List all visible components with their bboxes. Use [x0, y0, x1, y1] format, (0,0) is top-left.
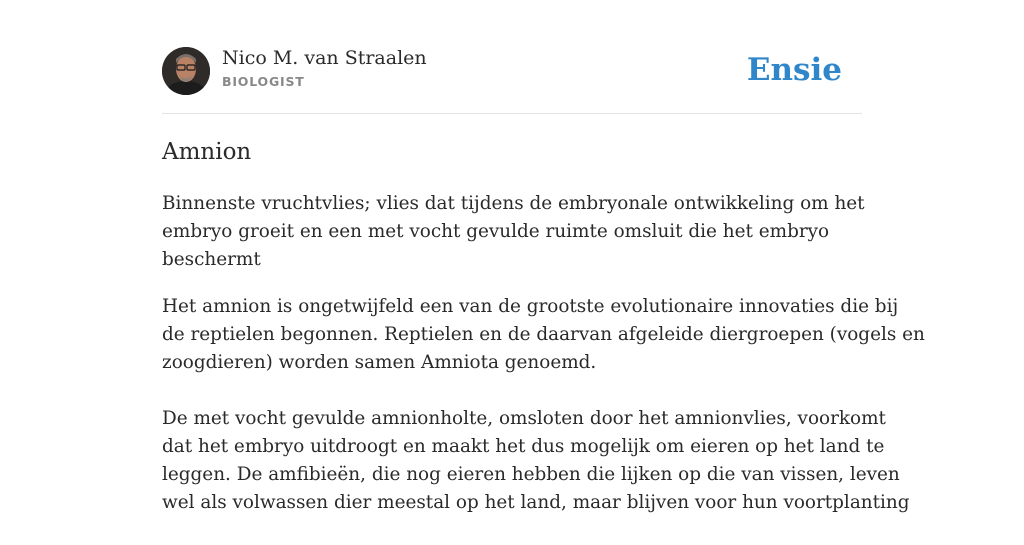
author-role: BIOLOGIST: [222, 74, 305, 89]
body-line: leggen. De amfibieën, die nog eieren hebben die lijken op die van vissen, leven: [162, 464, 900, 485]
entry-title: Amnion: [162, 139, 252, 165]
entry-card: [162, 0, 925, 513]
definition-line: beschermt: [162, 249, 261, 270]
header-divider: [162, 113, 862, 114]
entry-definition: [162, 190, 865, 274]
body-line: De met vocht gevulde amnionholte, omsloten door het amnionvlies, voorkomt: [162, 408, 886, 429]
author-name[interactable]: Nico M. van Straalen: [222, 47, 427, 69]
definition-line: Binnenste vruchtvlies; vlies dat tijdens de embryonale ontwikkeling om het: [162, 193, 865, 214]
entry-body: [162, 293, 925, 545]
brand-logo[interactable]: Ensie: [746, 52, 842, 88]
author-header: [162, 46, 862, 96]
definition-line: embryo groeit en een met vocht gevulde ruimte omsluit die het embryo: [162, 221, 830, 242]
body-line: wel als volwassen dier meestal op het land, maar blijven voor hun voortplanting: [162, 492, 910, 513]
body-line: dat het embryo uitdroogt en maakt het dus mogelijk om eieren op het land te: [162, 436, 885, 457]
body-paragraph: [162, 293, 925, 377]
body-line: zoogdieren) worden samen Amniota genoemd.: [162, 352, 597, 373]
author-avatar[interactable]: [162, 47, 210, 95]
author-photo-icon: [162, 47, 210, 95]
body-line: Het amnion is ongetwijfeld een van de grootste evolutionaire innovaties die bij: [162, 296, 899, 317]
body-line: de reptielen begonnen. Reptielen en de daarvan afgeleide diergroepen (vogels en: [162, 324, 925, 345]
body-paragraph: [162, 405, 910, 517]
